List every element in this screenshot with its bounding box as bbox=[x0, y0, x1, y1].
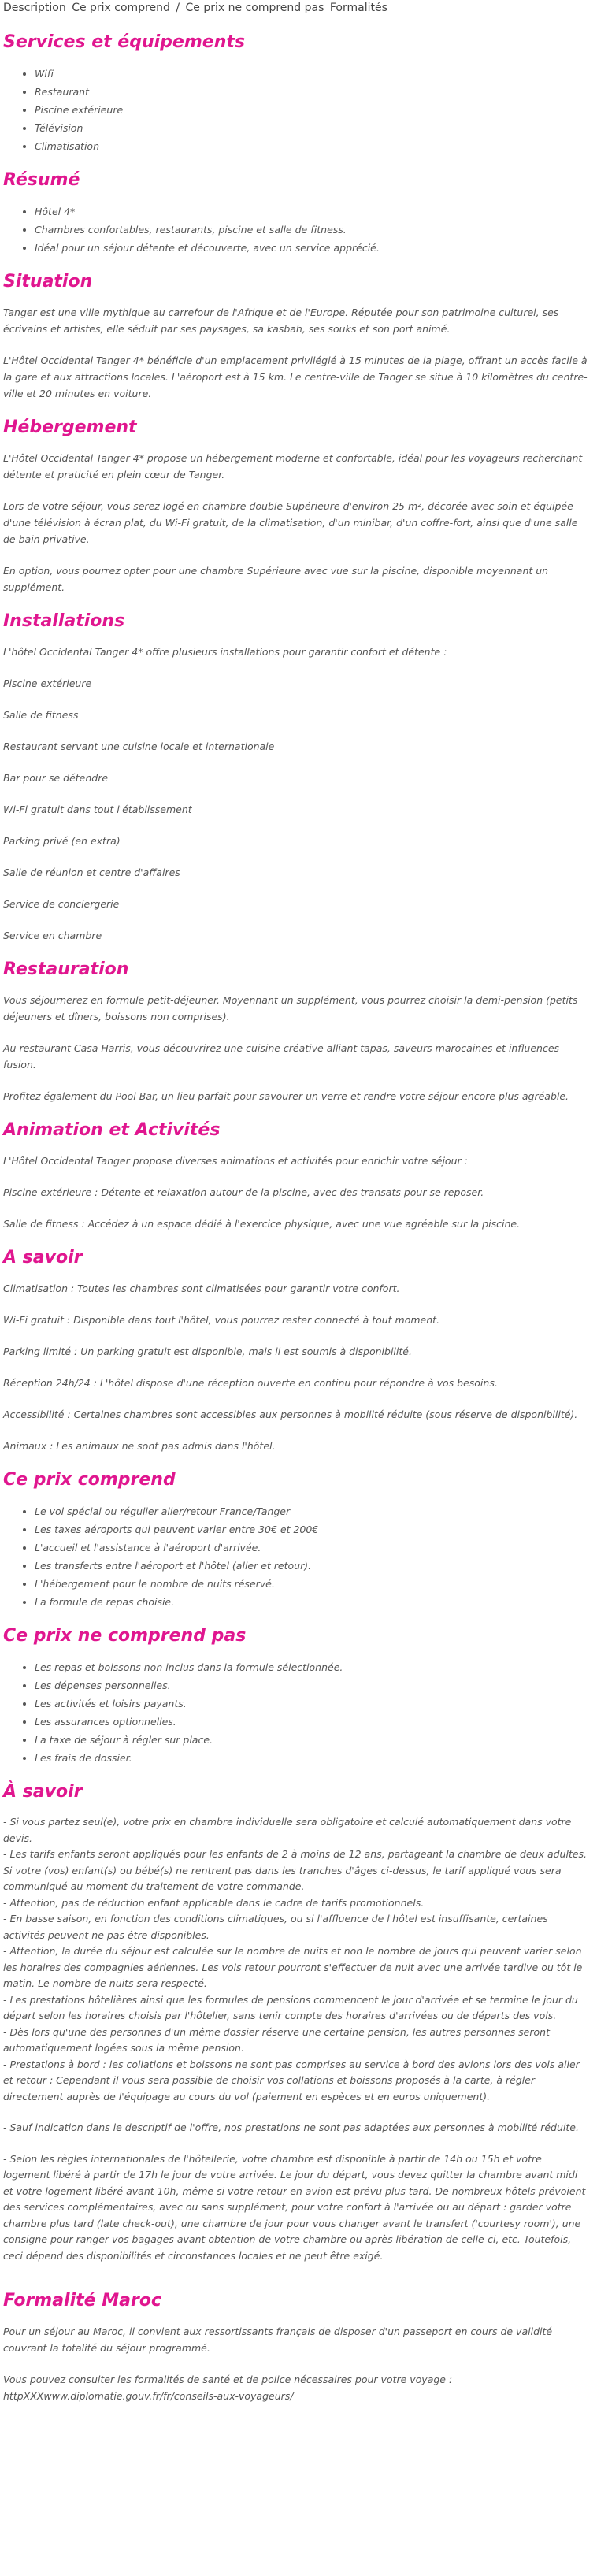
list-item: • Les dépenses personnelles. bbox=[35, 1676, 588, 1694]
list-item: • Piscine extérieure bbox=[35, 101, 588, 119]
list-item: • Wifi bbox=[35, 65, 588, 83]
services-list bbox=[3, 65, 588, 155]
restauration-paragraph: Profitez également du Pool Bar, un lieu parfait pour savourer un verre et rendre votre séjour encore plus agréable. bbox=[3, 1090, 569, 1102]
hebergement-paragraph: Lors de votre séjour, vous serez logé en chambre double Supérieure d'environ 25 m², décorée avec soin et équipée d'une télévision à écran plat, du Wi-Fi gratuit, de la climatisation, d'un minibar, d'un coffre-fort, ainsi que d'une salle de bain privative. bbox=[3, 500, 578, 545]
restauration-title: Restauration bbox=[3, 960, 129, 979]
avoir-details-title: À savoir bbox=[3, 1782, 83, 1802]
avoir-detail-line: - Les tarifs enfants seront appliqués pour les enfants de 2 à moins de 12 ans, partageant la chambre de deux adultes. Si votre (vos) enfant(s) ou bébé(s) ne rentrent pas dans les tranches d'âges ci-dessus, le tarif appliqué vous sera communiqué au moment du traitement de votre commande. bbox=[3, 1848, 588, 1892]
animation-title: Animation et Activités bbox=[3, 1120, 221, 1140]
prix-ne-comprend-list bbox=[3, 1658, 588, 1767]
avoir-detail-line: - Selon les règles internationales de l'hôtellerie, votre chambre est disponible à partir de 14h ou 15h et votre logement libéré à partir de 17h le jour de votre arrivée. Le jour du départ, vous devez quitter la chambre avant midi et votre logement libéré avant 10h, même si votre retour en avion est prévu plus tard. De nombreux hôtels prévoient des services complémentaires, avec ou sans supplément, pour votre confort à l'arrivée ou au départ : garder votre chambre plus tard (late check-out), une chambre de jour pour vous changer avant le transfert ('courtesy room'), une consigne pour ranger vos bagages avant obtention de votre chambre ou après libération de celle-ci, etc. Toutefois, ceci dépend des disponibilités et circonstances locales et ne peut être exigé. bbox=[3, 2152, 586, 2262]
installation-item: Wi-Fi gratuit dans tout l'établissement bbox=[3, 804, 192, 815]
list-item: • Les activités et loisirs payants. bbox=[35, 1694, 588, 1713]
avoir-details bbox=[3, 1814, 588, 2279]
formalite-title: Formalité Maroc bbox=[3, 2291, 161, 2311]
avoir-detail-line: - Les prestations hôtelières ainsi que les formules de pensions commencent le jour d'arrivée et se termine le jour du départ selon les horaires choisis par l'hôtelier, sans tenir compte des horaires d'arrivées ou de départs des vols. bbox=[3, 1993, 578, 2021]
list-item: • Climatisation bbox=[35, 137, 588, 155]
restauration-paragraph: Vous séjournerez en formule petit-déjeuner. Moyennant un supplément, vous pourrez choisir la demi-pension (petits déjeuners et dîners, boissons non comprises). bbox=[3, 994, 578, 1023]
installation-item: Piscine extérieure bbox=[3, 677, 92, 689]
formalite-link[interactable]: httpXXXwww.diplomatie.gouv.fr/fr/conseils-aux-voyageurs/ bbox=[3, 2390, 294, 2402]
list-item: • Les transferts entre l'aéroport et l'hôtel (aller et retour). bbox=[35, 1557, 588, 1575]
installation-item: Service en chambre bbox=[3, 930, 102, 941]
avoir-detail-line: - En basse saison, en fonction des conditions climatiques, ou si l'affluence de l'hôtel est insuffisante, certaines activités peuvent ne pas être disponibles. bbox=[3, 1913, 548, 1941]
spacer bbox=[3, 2264, 588, 2279]
list-item: • La taxe de séjour à régler sur place. bbox=[35, 1731, 588, 1749]
installation-item: Salle de réunion et centre d'affaires bbox=[3, 867, 180, 878]
animation-paragraph: Piscine extérieure : Détente et relaxation autour de la piscine, avec des transats pour se reposer. bbox=[3, 1186, 484, 1198]
avoir-item: Animaux : Les animaux ne sont pas admis dans l'hôtel. bbox=[3, 1440, 276, 1452]
tab-separator: / bbox=[176, 2, 180, 14]
avoir-item: Parking limité : Un parking gratuit est disponible, mais il est soumis à disponibilité. bbox=[3, 1346, 412, 1357]
formalite-paragraph: Pour un séjour au Maroc, il convient aux ressortissants français de disposer d'un passeport en cours de validité couvrant la totalité du séjour programmé. bbox=[3, 2325, 553, 2354]
list-item: • Les frais de dossier. bbox=[35, 1749, 588, 1767]
list-item: • Idéal pour un séjour détente et découverte, avec un service apprécié. bbox=[35, 239, 588, 257]
list-item: • Hôtel 4* bbox=[35, 202, 588, 221]
avoir-item: Réception 24h/24 : L'hôtel dispose d'une réception ouverte en continu pour répondre à vos besoins. bbox=[3, 1377, 498, 1389]
list-item: • Chambres confortables, restaurants, piscine et salle de fitness. bbox=[35, 221, 588, 239]
tab-formalites[interactable]: Formalités bbox=[329, 2, 387, 14]
list-item: • Télévision bbox=[35, 119, 588, 137]
hebergement-paragraph: L'Hôtel Occidental Tanger 4* propose un hébergement moderne et confortable, idéal pour les voyageurs recherchant détente et praticité en plein cœur de Tanger. bbox=[3, 452, 583, 481]
installation-item: Service de conciergerie bbox=[3, 898, 120, 910]
prix-comprend-list bbox=[3, 1502, 588, 1611]
situation-paragraph: Tanger est une ville mythique au carrefour de l'Afrique et de l'Europe. Réputée pour son patrimoine culturel, ses écrivains et artistes, elle séduit par ses paysages, sa kasbah, ses souks et son port animé. bbox=[3, 306, 559, 335]
tab-prix-ne-comprend[interactable]: Ce prix ne comprend pas bbox=[185, 2, 324, 14]
list-item: • La formule de repas choisie. bbox=[35, 1593, 588, 1611]
avoir-detail-line: - Attention, la durée du séjour est calculée sur le nombre de nuits et non le nombre de jours qui peuvent varier selon les horaires des compagnies aériennes. Les vols retour pourront s'effectuer de nuit avec une arrivée tardive ou tôt le matin. Le nombre de nuits sera respecté. bbox=[3, 1945, 583, 1989]
list-item: • Le vol spécial ou régulier aller/retour France/Tanger bbox=[35, 1502, 588, 1520]
animation-paragraph: Salle de fitness : Accédez à un espace dédié à l'exercice physique, avec une vue agréable sur la piscine. bbox=[3, 1218, 521, 1230]
hebergement-paragraph: En option, vous pourrez opter pour une chambre Supérieure avec vue sur la piscine, disponible moyennant un supplément. bbox=[3, 565, 549, 593]
list-item: • Les taxes aéroports qui peuvent varier entre 30€ et 200€ bbox=[35, 1520, 588, 1539]
avoir-item: Accessibilité : Certaines chambres sont accessibles aux personnes à mobilité réduite (sous réserve de disponibilité). bbox=[3, 1409, 578, 1420]
list-item: • Les repas et boissons non inclus dans la formule sélectionnée. bbox=[35, 1658, 588, 1676]
avoir-detail-line: - Sauf indication dans le descriptif de l'offre, nos prestations ne sont pas adaptées aux personnes à mobilité réduite. bbox=[3, 2121, 579, 2133]
tab-prix-comprend[interactable]: Ce prix comprend bbox=[72, 2, 170, 14]
animation-paragraph: L'Hôtel Occidental Tanger propose diverses animations et activités pour enrichir votre séjour : bbox=[3, 1155, 468, 1167]
list-item: • Les assurances optionnelles. bbox=[35, 1713, 588, 1731]
spacer bbox=[3, 2105, 588, 2120]
avoir-item: Wi-Fi gratuit : Disponible dans tout l'hôtel, vous pourrez rester connecté à tout moment. bbox=[3, 1314, 440, 1326]
installations-title: Installations bbox=[3, 611, 125, 631]
situation-title: Situation bbox=[3, 272, 93, 291]
avoir-title: A savoir bbox=[3, 1248, 83, 1268]
prix-ne-comprend-title: Ce prix ne comprend pas bbox=[3, 1626, 247, 1646]
resume-title: Résumé bbox=[3, 170, 80, 190]
prix-comprend-title: Ce prix comprend bbox=[3, 1470, 176, 1490]
installation-item: Parking privé (en extra) bbox=[3, 835, 121, 847]
list-item: • Restaurant bbox=[35, 83, 588, 101]
hebergement-title: Hébergement bbox=[3, 418, 137, 437]
avoir-detail-line: - Si vous partez seul(e), votre prix en chambre individuelle sera obligatoire et calculé automatiquement dans votre devis. bbox=[3, 1816, 572, 1844]
installations-intro: L'hôtel Occidental Tanger 4* offre plusieurs installations pour garantir confort et détente : bbox=[3, 646, 447, 658]
avoir-detail-line: - Prestations à bord : les collations et boissons ne sont pas comprises au service à bord des avions lors des vols aller et retour ; Cependant il vous sera possible de choisir vos collations et boissons proposés à la carte, à régler directement auprès de l'équipage au cours du vol (paiement en espèces et en euros uniquement). bbox=[3, 2058, 580, 2103]
avoir-detail-line: - Attention, pas de réduction enfant applicable dans le cadre de tarifs promotionnels. bbox=[3, 1896, 425, 1909]
installation-item: Bar pour se détendre bbox=[3, 772, 109, 784]
list-item: • L'accueil et l'assistance à l'aéroport d'arrivée. bbox=[35, 1539, 588, 1557]
restauration-paragraph: Au restaurant Casa Harris, vous découvrirez une cuisine créative alliant tapas, saveurs marocaines et influences fusion. bbox=[3, 1042, 560, 1071]
tab-description[interactable]: Description bbox=[3, 2, 66, 14]
spacer bbox=[3, 2136, 588, 2151]
avoir-detail-line: - Dès lors qu'une des personnes d'un même dossier réserve une certaine pension, les autres personnes seront automatiquement logées sous la même pension. bbox=[3, 2025, 550, 2054]
installation-item: Salle de fitness bbox=[3, 709, 79, 721]
resume-list bbox=[3, 202, 588, 257]
formalite-paragraph: Vous pouvez consulter les formalités de santé et de police nécessaires pour votre voyage : bbox=[3, 2374, 453, 2385]
tab-bar bbox=[3, 0, 588, 20]
services-title: Services et équipements bbox=[3, 32, 245, 52]
installation-item: Restaurant servant une cuisine locale et internationale bbox=[3, 741, 275, 752]
list-item: • L'hébergement pour le nombre de nuits réservé. bbox=[35, 1575, 588, 1593]
avoir-item: Climatisation : Toutes les chambres sont climatisées pour garantir votre confort. bbox=[3, 1282, 400, 1294]
situation-paragraph: L'Hôtel Occidental Tanger 4* bénéficie d'un emplacement privilégié à 15 minutes de la plage, offrant un accès facile à la gare et aux attractions locales. L'aéroport est à 15 km. Le centre-ville de Tanger se situe à 10 kilomètres du centre-ville et 20 minutes en voiture. bbox=[3, 354, 588, 399]
